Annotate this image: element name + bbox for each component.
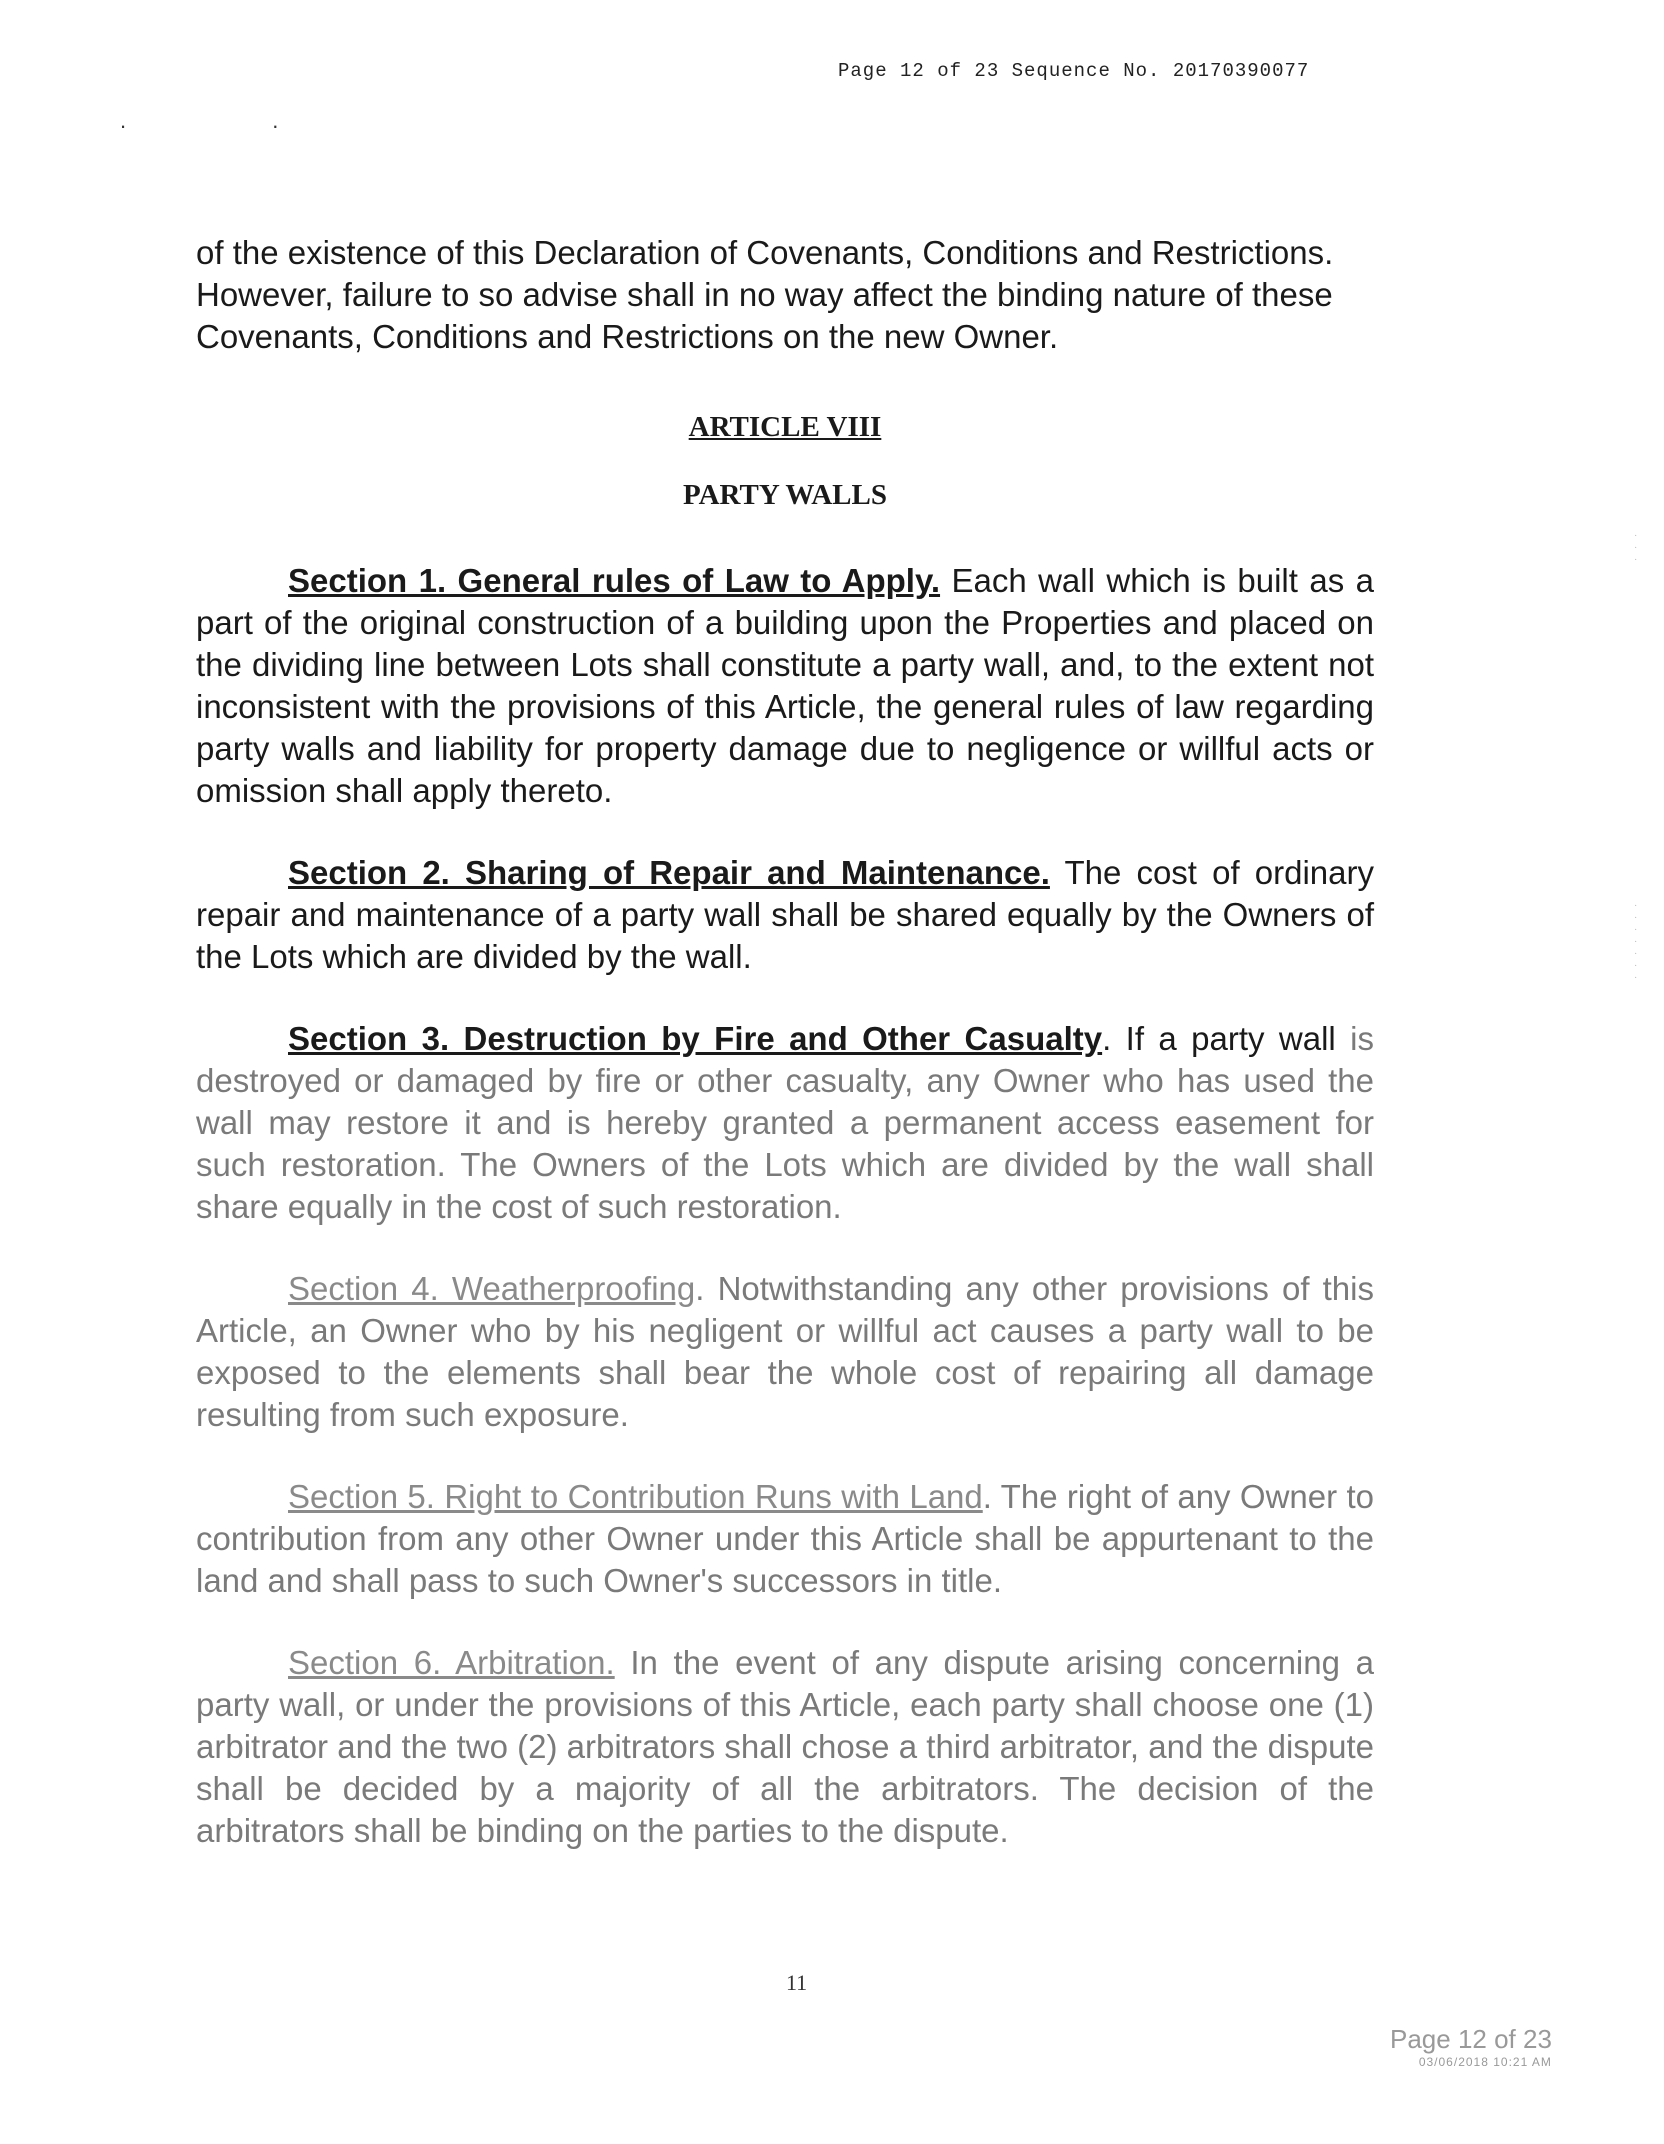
section-1: [196, 560, 1374, 812]
intro-paragraph: of the existence of this Declaration of Covenants, Conditions and Restrictions. However, failure to so advise shall in no way affect the binding nature of these Covenants, Conditions and Restrictions on the new Owner.: [196, 234, 1334, 355]
section-6: [196, 1642, 1374, 1852]
section-4-body: . Notwithstanding any other provisions of this Article, an Owner who by his negligent or willful act causes a party wall to be exposed to the elements shall bear the whole cost of repairing all damage resulting from such exposure.: [196, 1270, 1374, 1433]
section-4-heading: Section 4. Weatherproofing: [288, 1270, 696, 1307]
recording-stamp: [1390, 2024, 1552, 2070]
section-4: [196, 1268, 1374, 1436]
section-2-body: The cost of ordinary repair and maintenance of a party wall shall be shared equally by the Owners of the Lots which are divided by the wall.: [196, 854, 1374, 975]
section-5: [196, 1476, 1374, 1602]
scan-dots: . .: [120, 108, 349, 133]
section-3-body: is destroyed or damaged by fire or other casualty, any Owner who has used the wall may restore it and is hereby granted a permanent access easement for such restoration. The Owners of the Lots which are divided by the wall shall share equally in the cost of such restoration.: [196, 1020, 1374, 1225]
section-6-body: In the event of any dispute arising concerning a party wall, or under the provisions of this Article, each party shall choose one (1) arbitrator and the two (2) arbitrators shall chose a third arbitrator, and the dispute shall be decided by a majority of all the arbitrators. The decision of the arbitrators shall be binding on the parties to the dispute.: [196, 1644, 1374, 1849]
section-3-body-lead: . If a party wall: [1102, 1020, 1336, 1057]
section-3: [196, 1018, 1374, 1228]
page-number: 11: [786, 1970, 808, 1995]
document-body: [196, 232, 1374, 1892]
section-5-body: . The right of any Owner to contribution from any other Owner under this Article shall be appurtenant to the land and shall pass to such Owner's successors in title.: [196, 1478, 1374, 1599]
stamp-datetime: 03/06/2018 10:21 AM: [1418, 2055, 1552, 2069]
margin-marks-mid: · · · · · · ·: [1634, 900, 1638, 983]
section-1-body: Each wall which is built as a part of the original construction of a building upon the Properties and placed on the dividing line between Lots shall constitute a party wall, and, to the extent not inconsistent with the provisions of this Article, the general rules of law regarding party walls and liability for property damage due to negligence or willful acts or omission shall apply thereto.: [196, 562, 1374, 809]
margin-marks-top: · · ·: [1634, 530, 1638, 565]
section-6-heading: Section 6. Arbitration.: [288, 1644, 615, 1681]
stamp-page: Page 12 of 23: [1390, 2024, 1552, 2054]
section-5-heading: Section 5. Right to Contribution Runs with Land: [288, 1478, 983, 1515]
section-2-heading: Section 2. Sharing of Repair and Maintenance.: [288, 854, 1050, 891]
section-1-heading: Section 1. General rules of Law to Apply.: [288, 562, 941, 599]
article-title: PARTY WALLS: [683, 479, 887, 511]
section-2: [196, 852, 1374, 978]
section-3-heading: Section 3. Destruction by Fire and Other Casualty: [288, 1020, 1103, 1057]
article-number: ARTICLE VIII: [688, 411, 882, 443]
page-header: Page 12 of 23 Sequence No. 20170390077: [838, 60, 1310, 82]
